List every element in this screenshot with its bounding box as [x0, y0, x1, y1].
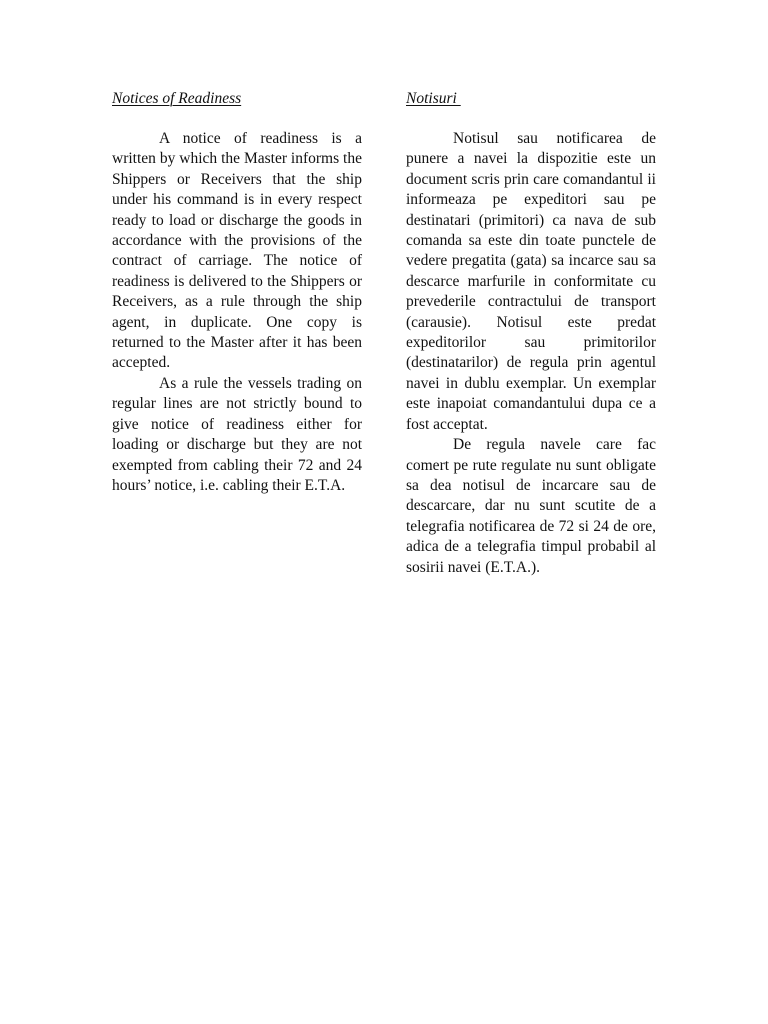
english-heading: Notices of Readiness — [112, 90, 242, 107]
romanian-paragraph-1: Notisul sau notificarea de punere a navei la dispozitie este un document scris prin care comandantul ii informeaza pe expeditori sau pe destinatari (primitori) ca nava de sub comanda sa este din toate punctele de vedere pregatita (gata) sa incarce sau sa descarce marfurile in conformitate cu prevederile contractului de transport (carausie). Notisul este predat expeditorilor sau primitorilor (destinatarilor) de regula prin agentul navei in dublu exemplar. Un exemplar este inapoiat comandantului dupa ce a fost acceptat. — [406, 130, 656, 433]
romanian-paragraph-2: De regula navele care fac comert pe rute regulate nu sunt obligate sa dea notisul de incarcare sau de descarcare, dar nu sunt scutite de a telegrafia notificarea de 72 si 24 de ore, adica de a telegrafia timpul probabil al sosirii navei (E.T.A.). — [406, 436, 656, 576]
romanian-column — [406, 89, 656, 578]
romanian-heading: Notisuri — [406, 90, 461, 107]
english-column — [112, 89, 362, 496]
english-paragraph-1: A notice of readiness is a written by which the Master informs the Shippers or Receivers that the ship under his command is in every respect ready to load or discharge the goods in accordance with the provisions of the contract of carriage. The notice of readiness is delivered to the Shippers or Receivers, as a rule through the ship agent, in duplicate. One copy is returned to the Master after it has been accepted. — [112, 130, 362, 372]
english-paragraph-2: As a rule the vessels trading on regular lines are not strictly bound to give notice of readiness either for loading or discharge but they are not exempted from cabling their 72 and 24 hours’ notice, i.e. cabling their E.T.A. — [112, 374, 362, 494]
